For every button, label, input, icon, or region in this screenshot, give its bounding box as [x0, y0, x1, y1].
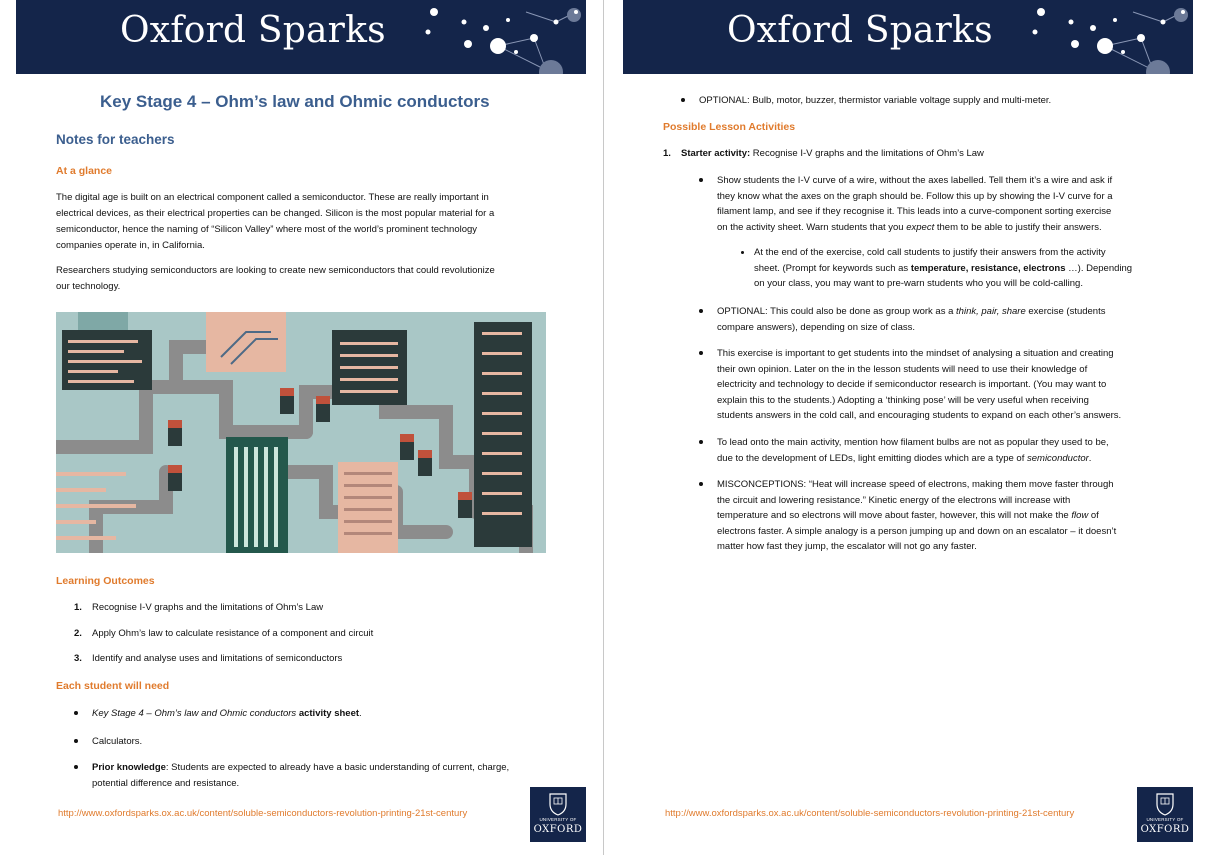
text-span: This exercise is important to get students into the mindset of analysing a situation and creating — [717, 348, 1114, 359]
footer-url-link[interactable]: http://www.oxfordsparks.ox.ac.uk/content/soluble-semiconductors-revolution-printing-21st-century — [665, 808, 1075, 819]
bullet-dot — [74, 765, 78, 769]
bullet-dot — [699, 309, 703, 313]
list-item — [699, 173, 1179, 235]
brand-banner — [16, 0, 586, 74]
at-a-glance-heading: At a glance — [56, 165, 113, 177]
logo-university-of: UNIVERSITY OF — [539, 817, 577, 822]
bullet-dot — [699, 351, 703, 355]
semiconductor-city-illustration — [56, 312, 546, 553]
text-span: electrons faster. A simple analogy is a person jumping up and down on an escalator – it doesn’t — [717, 525, 1117, 537]
list-text — [754, 245, 1132, 292]
list-item — [74, 651, 544, 667]
constellation-graphic — [416, 0, 586, 74]
text-bold: activity sheet — [296, 708, 360, 719]
list-text: Apply Ohm’s law to calculate resistance of a component and circuit — [92, 628, 374, 639]
list-item — [74, 600, 544, 616]
logo-oxford: OXFORD — [1140, 824, 1190, 835]
bullet-dot — [74, 739, 78, 743]
text-italic: Key Stage 4 – Ohm’s law and Ohmic conductors — [92, 708, 297, 719]
text-span: Show students the I-V curve of a wire, without the axes labelled. Tell them it’s a wire and ask if — [717, 175, 1113, 186]
text-bold: Prior knowledge — [92, 762, 166, 773]
text-span: MISCONCEPTIONS: “Heat will increase speed of electrons, making them move faster through — [717, 479, 1114, 490]
list-number: 1. — [74, 602, 82, 613]
text-span: on the activity sheet. Warn students that you — [717, 221, 907, 233]
text-span: sheet. (Prompt for keywords such as — [754, 262, 911, 274]
text-span: …). Depending — [1065, 262, 1133, 274]
text-span: due to the development of LEDs, light emitting diodes which are a type of — [717, 452, 1027, 464]
text-span: compare answers), depending on size of class. — [717, 321, 916, 333]
list-text: Identify and analyse uses and limitations of semiconductors — [92, 653, 343, 664]
list-item — [663, 146, 1163, 162]
each-student-heading: Each student will need — [56, 680, 170, 692]
list-text — [717, 346, 1121, 424]
brand-title: Oxford Sparks — [727, 10, 993, 51]
text-bold: temperature, resistance, electrons — [910, 262, 1066, 274]
text-span: . — [1088, 452, 1092, 464]
text-line: companies operate in, in California. — [56, 240, 205, 251]
bullet-dot — [681, 98, 685, 102]
list-number: 2. — [74, 628, 82, 639]
list-number: 1. — [663, 148, 671, 159]
list-item — [741, 245, 1181, 293]
text-line: our technology. — [56, 281, 121, 292]
list-text — [717, 477, 1116, 555]
text-span: the circuit and lowering resistance.” Kinetic energy of the electrons will increase with — [717, 494, 1071, 506]
text-span: To lead onto the main activity, mention how filament bulbs are not as popular they used to be, — [717, 437, 1109, 448]
text-span: their own opinion. Later on the in the lesson students will need to use their knowledge of — [717, 363, 1088, 375]
list-item — [74, 626, 544, 642]
text-bold: Starter activity: — [681, 148, 751, 159]
learning-outcomes-heading: Learning Outcomes — [56, 575, 155, 587]
bullet-dot — [699, 482, 703, 486]
text-line: The digital age is built on an electrical component called a semiconductor. These are really important in — [56, 192, 489, 203]
bullet-dot — [699, 178, 703, 182]
bullet-dot — [74, 711, 78, 715]
footer-url-link[interactable]: http://www.oxfordsparks.ox.ac.uk/content/soluble-semiconductors-revolution-printing-21st-century — [58, 808, 468, 819]
list-text — [681, 146, 984, 162]
text-span: OPTIONAL: This could also be done as group work as a — [717, 306, 957, 317]
text-line: semiconductor, hence the naming of “Silicon Valley” where most of the world’s prominent technology — [56, 224, 478, 235]
page-right — [623, 0, 1193, 855]
text-span: : Students are expected to already have a basic understanding of current, charge, — [165, 762, 510, 773]
crest-icon — [548, 792, 568, 816]
text-line: electrical devices, as their electrical properties can be changed. Silicon is the most popular material for a — [56, 208, 495, 219]
brand-banner — [623, 0, 1193, 74]
text-span: At the end of the exercise, cold call students to justify their answers from the activity — [754, 247, 1106, 258]
list-item — [699, 477, 1179, 557]
text-span: exercise (students — [1025, 306, 1106, 317]
logo-oxford: OXFORD — [533, 824, 583, 835]
text-italic: expect — [906, 221, 935, 233]
list-item — [699, 435, 1179, 467]
list-text — [717, 304, 1105, 335]
bullet-dot — [741, 251, 744, 254]
oxford-logo — [530, 787, 586, 842]
possible-activities-heading: Possible Lesson Activities — [663, 121, 796, 133]
list-text — [717, 173, 1113, 235]
text-span: potential difference and resistance. — [92, 777, 240, 789]
text-span: matter how fast they jump, the escalator will not go any faster. — [717, 541, 977, 552]
text-span: filament lamp, and see if they recognise it. This leads into a curve-component sorting exercise — [717, 206, 1112, 217]
text-italic: semiconductor — [1027, 452, 1089, 464]
list-item — [681, 93, 1171, 109]
list-item — [74, 760, 564, 792]
list-item — [74, 706, 554, 722]
text-span: Recognise I-V graphs and the limitations of Ohm’s Law — [750, 148, 984, 159]
text-line: Researchers studying semiconductors are looking to create new semiconductors that could revolutionize — [56, 265, 495, 276]
list-text — [717, 435, 1109, 466]
list-number: 3. — [74, 653, 82, 664]
text-span: on your class, you may want to pre-warn students who you will be cold-calling. — [754, 278, 1083, 289]
notes-heading: Notes for teachers — [56, 132, 175, 147]
text-span: explain this to the students.) Adopting a ‘thinking pose’ will be very useful when receiving — [717, 394, 1089, 406]
brand-title: Oxford Sparks — [120, 10, 386, 51]
constellation-graphic — [1023, 0, 1193, 74]
list-item — [74, 734, 554, 750]
list-text — [92, 760, 509, 791]
text-italic: flow — [1071, 510, 1089, 521]
text-span: of — [1088, 510, 1099, 521]
list-text: OPTIONAL: Bulb, motor, buzzer, thermistor variable voltage supply and multi-meter. — [699, 95, 1052, 106]
list-text: Calculators. — [92, 736, 143, 747]
bullet-dot — [699, 440, 703, 444]
text-span: them to be able to justify their answers. — [934, 221, 1102, 233]
text-span: students answers in the cold call, and encouraging students to expand on each other’s answers. — [717, 410, 1122, 421]
intro-paragraph — [56, 190, 494, 254]
page-divider — [603, 0, 604, 855]
list-text: Recognise I-V graphs and the limitations of Ohm’s Law — [92, 602, 324, 613]
text-span: electricity and technology to decide if semiconductor research is important. (You may want to — [717, 379, 1107, 390]
text-span: they know what the axes on the graph should be. Follow this up by showing the I-V curve for a — [717, 190, 1113, 202]
list-item — [699, 346, 1179, 426]
text-italic: think, pair, share — [956, 306, 1026, 317]
page-title: Key Stage 4 – Ohm’s law and Ohmic conductors — [100, 92, 490, 111]
list-text — [92, 706, 362, 722]
oxford-logo — [1137, 787, 1193, 842]
list-item — [699, 304, 1179, 336]
text-span: temperature and so electrons will move about faster, however, this will not make the — [717, 510, 1072, 521]
page-left — [16, 0, 586, 855]
research-paragraph — [56, 263, 495, 295]
text-span: . — [359, 708, 362, 719]
crest-icon — [1155, 792, 1175, 816]
logo-university-of: UNIVERSITY OF — [1146, 817, 1184, 822]
